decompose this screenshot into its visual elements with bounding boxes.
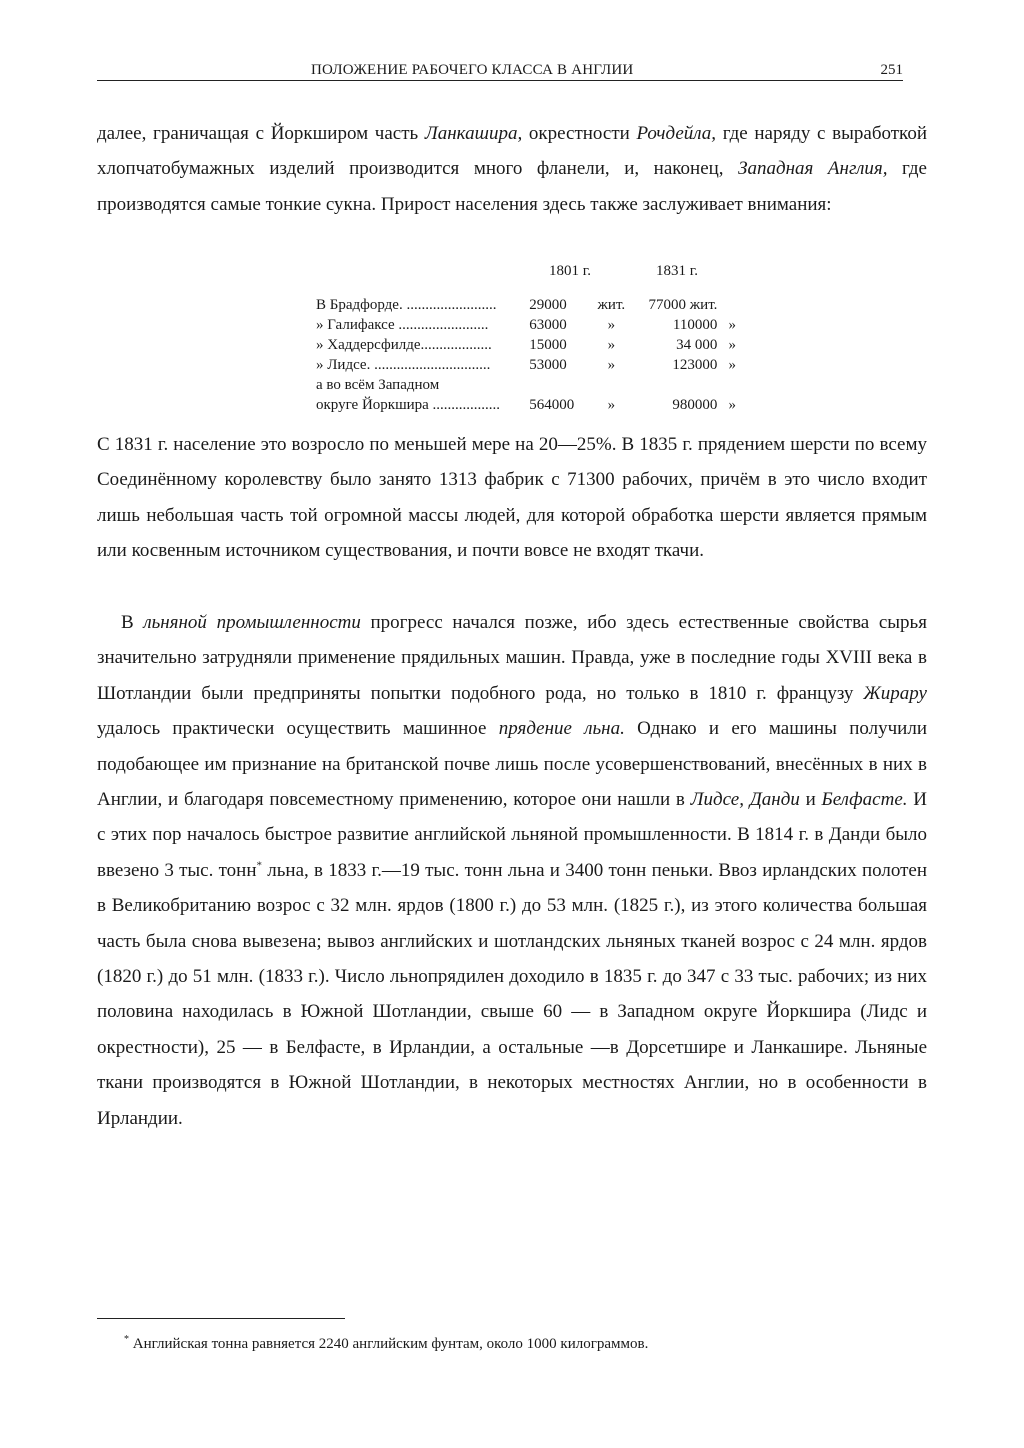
value-1801: 53000 <box>529 357 567 373</box>
column-year-1831: 1831 г. <box>656 263 698 279</box>
text-run: льна, в 1833 г.—19 тыс. тонн льна и 3400 тонн пеньки. Ввоз ирландских полотен в Великобританию возрос с 32 млн. ярдов (1800 г.) до 53 млн. (1825 г.), из этого количества большая часть была снова вывезена; вывоз английских и шотландских льняных тканей возрос с 24 млн. ярдов (1820 г.) до 51 млн. (1833 г.). Число льнопрядилен доходило в 1835 г. до 347 с 33 тыс. рабочих; из них половина находилась в Южной Шотландии, свыше 60 — в Западном округе Йоркшира (Лидс и окрестности), 25 — в Белфасте, в Ирландии, а остальные —в Дорсетшире и Ланкашире. Льняные ткани производятся в Южной Шотландии, в некоторых местностях Англии, но в особенности в Ирландии. <box>97 859 927 1129</box>
text-run: и <box>799 789 822 811</box>
unit: » <box>607 317 616 333</box>
ditto-mark <box>717 295 736 315</box>
row-name: а во всём Западном <box>316 377 440 393</box>
unit <box>582 375 640 395</box>
value-1831 <box>640 375 717 395</box>
value-1801: 29000 <box>529 297 567 313</box>
text-run: где наряду с выработкой хлопчатобумажных изделий производится много фланели, и, наконец, <box>97 123 927 180</box>
emphasis-belfast: Белфасте. <box>821 789 908 811</box>
value-1801: 63000 <box>529 317 567 333</box>
row-name: » Лидсе. ............................... <box>316 357 491 373</box>
emphasis-linen-industry: льняной промышленности <box>143 612 361 633</box>
text-run: прогресс начался позже, ибо здесь естественные свойства сырья значительно затрудняли применение прядильных машин. Правда, уже в последние годы XVIII века в Шотландии были предприняты попытки подобного рода, но только в 1810 г. французу <box>97 612 927 704</box>
paragraph-3 <box>97 605 927 1136</box>
ditto-mark: » <box>728 317 736 333</box>
running-header <box>97 60 903 81</box>
value-1801: 564000 <box>529 397 575 413</box>
paragraph-2: С 1831 г. население это возросло по меньшей мере на 20—25%. В 1835 г. прядением шерсти по всему Соединённому королевству было занято 1313 фабрик с 71300 рабочих, причём в это число входит лишь небольшая часть той огромной массы людей, для которой обработка шерсти является прямым или косвенным источником существования, и почти вовсе не входят ткачи. <box>97 434 927 562</box>
ditto-mark: » <box>728 337 736 353</box>
row-name: » Галифаксе ........................ <box>316 317 489 333</box>
row-name: » Хаддерсфилде................... <box>316 337 492 353</box>
value-1801: 15000 <box>529 337 567 353</box>
table-row <box>316 295 736 315</box>
table-header <box>316 263 736 287</box>
value-1831: 980000 <box>672 397 718 413</box>
emphasis-girard: Жирару <box>863 682 927 704</box>
table-row <box>316 395 736 415</box>
unit: » <box>607 357 616 373</box>
value-1831: 34 000 <box>676 337 718 353</box>
text-run: где производятся самые тонкие сукна. Прирост населения здесь также заслуживает внимания: <box>97 158 927 215</box>
value-1831: 123000 <box>672 357 718 373</box>
text-run: удалось практически осуществить машинное <box>97 718 499 740</box>
text-run: В <box>121 612 144 633</box>
unit: жит. <box>597 297 626 313</box>
emphasis-flax-spinning: прядение льна. <box>498 718 625 740</box>
ditto-mark: » <box>728 397 736 413</box>
emphasis-lancashire: Ланкашира, <box>424 123 523 144</box>
population-rows <box>316 295 736 415</box>
text-run: окрестности <box>522 123 637 144</box>
emphasis-leeds-dundee: Лидсе, Данди <box>690 789 800 811</box>
text-run: Однако и его машины получили подобающее им признание на британской почве лишь после усовершенствований, внесённых в них в Англии, и благодаря повсеместному применению, которое они нашли в <box>97 718 927 811</box>
emphasis-west-england: Западная Англия, <box>738 158 888 180</box>
running-title: ПОЛОЖЕНИЕ РАБОЧЕГО КЛАССА В АНГЛИИ <box>311 62 634 78</box>
row-name: округе Йоркшира .................. <box>316 397 501 413</box>
unit: » <box>607 397 616 413</box>
footnote-divider <box>97 1318 345 1319</box>
value-1801 <box>529 375 582 395</box>
ditto-mark <box>717 375 736 395</box>
table-row <box>316 375 736 395</box>
table-row <box>316 315 736 335</box>
footnote <box>124 1330 648 1354</box>
footnote-mark: * <box>124 1334 129 1345</box>
paragraph-1 <box>97 116 927 222</box>
footnote-text: Английская тонна равняется 2240 английским фунтам, около 1000 килограммов. <box>129 1336 649 1352</box>
page-number: 251 <box>880 62 903 78</box>
table-row <box>316 355 736 375</box>
row-name: В Брадфорде. ........................ <box>316 297 497 313</box>
text-run: И с этих пор началось быстрое развитие английской льняной промышленности. В 1814 г. в Данди было ввезено 3 тыс. тонн <box>97 789 927 881</box>
footnote-reference[interactable]: * <box>256 859 262 872</box>
population-table <box>316 263 736 413</box>
text-run: далее, граничащая с Йоркширом часть <box>97 123 425 144</box>
value-1831: 77000 жит. <box>648 297 718 313</box>
column-year-1801: 1801 г. <box>549 263 591 279</box>
unit: » <box>607 337 616 353</box>
value-1831: 110000 <box>672 317 718 333</box>
emphasis-rochdale: Рочдейла, <box>636 123 717 144</box>
table-row <box>316 335 736 355</box>
ditto-mark: » <box>728 357 736 373</box>
